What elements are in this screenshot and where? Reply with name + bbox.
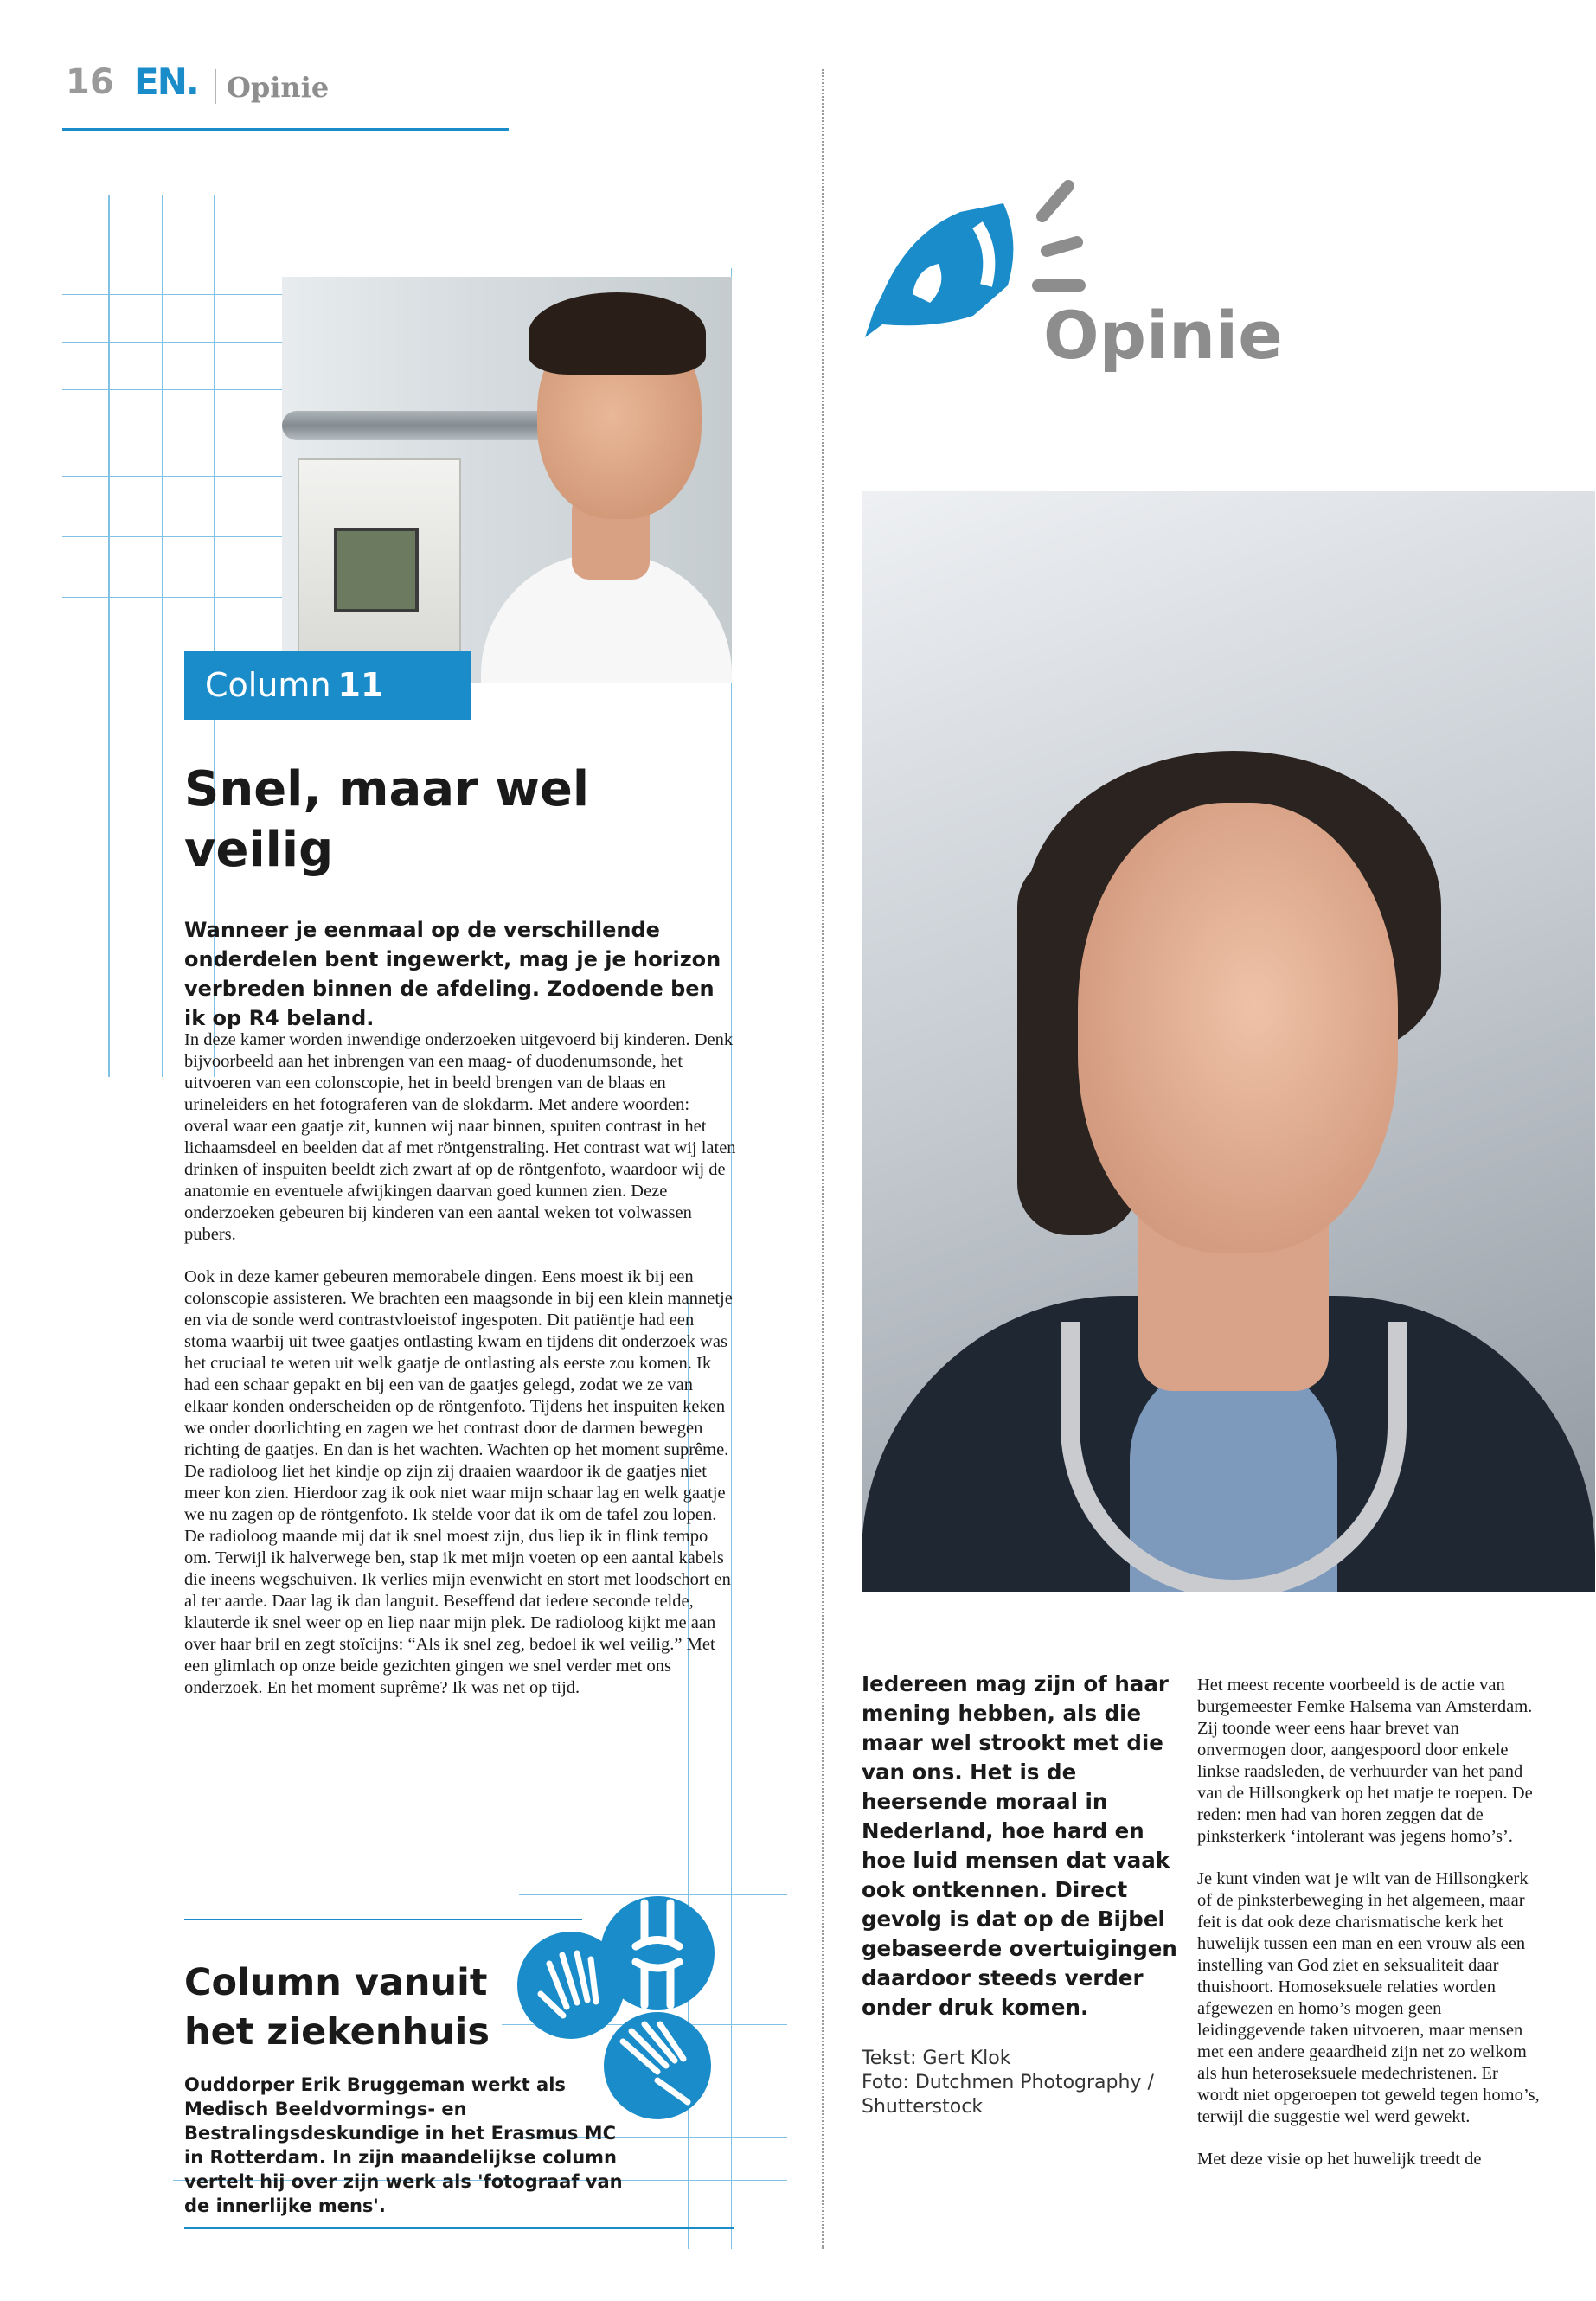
page-number: 16: [66, 62, 114, 102]
mayor-photo: [862, 491, 1595, 1592]
credit-text: Tekst: Gert Klok: [862, 2048, 1011, 2069]
column-box-description: Ouddorper Erik Bruggeman werkt als Medisch Beeldvormings- en Bestralingsdeskundige in het Erasmus MC in Rotterdam. In zijn maandelijkse column vertelt hij over zijn werk als 'fotograaf van de innerlijke mens'.: [184, 2074, 623, 2216]
brand-logo: EN.: [134, 61, 198, 103]
body-paragraph: Met deze visie op het huwelijk treedt de: [1197, 2150, 1482, 2169]
article-body: [184, 1029, 738, 1720]
column-tag-number: 11: [337, 666, 384, 704]
column-box-title: Column vanuit het ziekenhuis: [184, 1961, 490, 2054]
opinie-logo-word: Opinie: [1043, 297, 1283, 374]
opinion-body: [1197, 1675, 1543, 2191]
knee-xray-icon: [600, 1896, 715, 2010]
header-rule: [62, 128, 509, 131]
column-tag: [184, 651, 471, 720]
xray-icons: [515, 1894, 731, 2128]
credit-photo: Foto: Dutchmen Photography / Shutterstock: [862, 2072, 1154, 2118]
header-separator: [215, 69, 216, 104]
body-paragraph: Het meest recente voorbeeld is de actie van burgemeester Femke Halsema van Amsterdam. Zij toonde weer eens haar brevet van onvermogen door, aangespoord door enkele linkse raadsleden, de verhuurder van het pand van de Hillsongkerk op het matje te roepen. De reden: men had van horen zeggen dat de pinksterkerk ‘intolerant was jegens homo’s’.: [1197, 1676, 1533, 1846]
columnist-photo: [282, 277, 732, 683]
body-paragraph: Je kunt vinden wat je wilt van de Hillsongkerk of de pinksterbeweging in het algemeen, maar feit is dat ook deze charismatische kerk het huwelijk tussen een man en een vrouw als een instelling van God ziet en seksualiteit daar thuishoort. Homoseksuele relaties worden afgewezen en homo’s mogen geen leidinggevende taken uitvoeren, maar mensen met een andere geaardheid zijn net zo welkom als hun heteroseksuele medechristenen. Er wordt niet opgeroepen tot geweld tegen homo’s, terwijl die suggestie wel werd gewekt.: [1197, 1869, 1540, 2126]
article-intro: Wanneer je eenmaal op de verschillende onderdelen bent ingewerkt, mag je je horizon verbreden binnen de afdeling. Zodoende ben ik op R4 beland.: [184, 918, 721, 1030]
column-box-bottom-rule: [184, 2227, 734, 2229]
column-divider: [822, 69, 824, 2249]
hand-xray-icon: [604, 2012, 711, 2119]
pull-quote: Iedereen mag zijn of haar mening hebben, als die maar wel strookt met die van ons. Het is de heersende moraal in Nederland, hoe hard en hoe luid mensen dat vaak ook ontkennen. Direct gevolg is dat op de Bijbel gebaseerde overtuigingen daardoor steeds verder onder druk komen.: [862, 1671, 1177, 2020]
article-headline: Snel, maar wel veilig: [184, 761, 590, 878]
article-credits: [862, 2047, 1177, 2119]
body-paragraph: In deze kamer worden inwendige onderzoeken uitgevoerd bij kinderen. Denk bijvoorbeeld aan het inbrengen van een maag- of duodenumsonde, het uitvoeren van een colonscopie, het in beeld brengen van de blaas en urineleiders en het fotograferen van de slokdarm. Met andere woorden: overal waar een gaatje zit, kunnen wij naar binnen, spuiten contrast in het lichaamsdeel en beelden dat af met röntgenstraling. Het contrast wat wij laten drinken of inspuiten beeldt zich zwart af op de röntgenfoto, waardoor wij de anatomie en eventuele afwijkingen daarvan goed kunnen zien. Deze onderzoeken gebeuren bij kinderen van een aantal weken tot volwassen pubers.: [184, 1030, 736, 1244]
section-label: Opinie: [227, 71, 330, 104]
body-paragraph: Ook in deze kamer gebeuren memorabele dingen. Eens moest ik bij een colonscopie assisteren. We brachten een maagsonde in bij een klein mannetje en via de sonde werd contrastvloeistof ingespoten. Dit patiëntje had een stoma waarbij uit twee gaatjes ontlasting kwam en tijdens dit onderzoek was het cruciaal te weten uit welk gaatje de ontlasting als eerste zou komen. Ik had een schaar gepakt en bij een van de gaatjes gelegd, zodat we ze van elkaar konden onderscheiden op de röntgenfoto. Tijdens het inspuiten keken we onder doorlichting en zagen we het contrast door de darmen bewegen richting de gaatjes. En dan is het wachten. Wachten op het moment suprême. De radioloog liet het kindje op zijn zij draaien waardoor ik de gaatjes niet meer kon zien. Hierdoor zag ik ook niet waar mijn schaar lag en welk gaatje we nu zagen op de röntgenfoto. Ik stelde voor dat ik om de tafel zou lopen. De radioloog maande mij dat ik snel moest zijn, dus liep ik in flink tempo om. Terwijl ik halverwege ben, stap ik met mijn voeten op een aantal kabels die ineens wegschuiven. Ik verlies mijn evenwicht en stort met loodschort en al ter aarde. Daar lag ik dan languit. Beseffend dat iedere seconde telde, klauterde ik snel weer op en liep naar mijn plek. De radioloog kijkt me aan over haar bril en zegt stoïcijns: “Als ik snel zeg, bedoel ik wel veilig.” Met een glimlach op onze beide gezichten gingen we snel verder met ons onderzoek. En het moment suprême? Ik was net op tijd.: [184, 1267, 733, 1697]
column-tag-label: Column: [205, 666, 331, 704]
